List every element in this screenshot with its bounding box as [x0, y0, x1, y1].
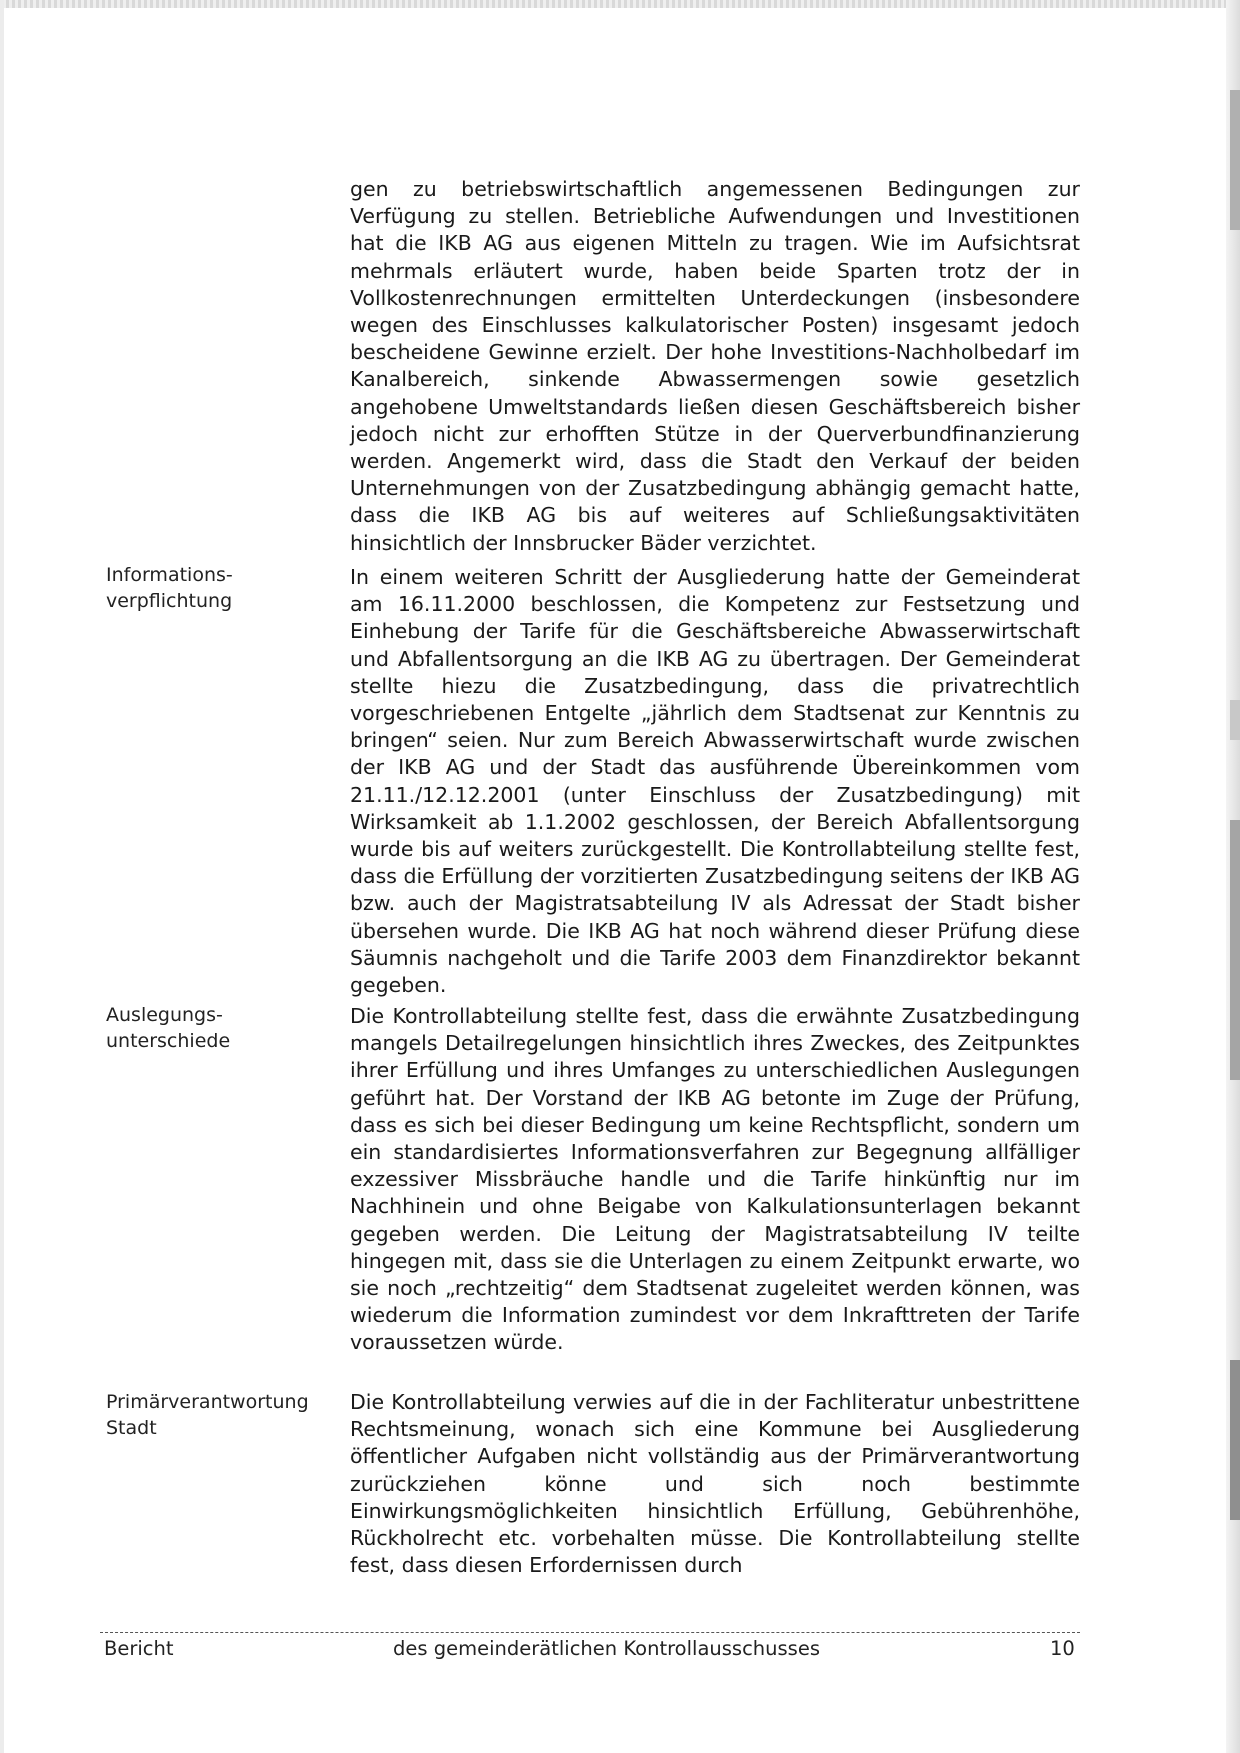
margin-label-informationsverpflichtung — [106, 562, 306, 614]
margin-label-line: Primärverantwortung — [106, 1391, 309, 1413]
margin-label-auslegungsunterschiede — [106, 1002, 306, 1054]
margin-label-primaerverantwortung — [106, 1389, 309, 1441]
margin-label-line: Informations- — [106, 564, 233, 586]
paragraph-primaerverantwortung: Die Kontrollabteilung verwies auf die in der Fachliteratur unbestrittene Rechtsmeinung, wonach sich eine Kommune bei Ausgliederung öffentlicher Aufgaben nicht vollständig aus der Primärverantwortung zurückziehen könne und sich noch bestimmte Einwirkungsmöglichkeiten hinsichtlich Erfüllung, Gebührenhöhe, Rückholrecht etc. vorbehalten müsse. Die Kontrollabteilung stellte fest, dass diesen Erfordernissen durch — [350, 1390, 1080, 1578]
scan-edge-right — [1226, 0, 1240, 1753]
scan-edge-top — [0, 0, 1240, 8]
margin-label-line: verpflichtung — [106, 590, 233, 612]
paragraph-continuation: gen zu betriebswirtschaftlich angemessenen Bedingungen zur Verfügung zu stellen. Betriebliche Aufwendungen und Investitionen hat die IKB AG aus eigenen Mitteln zu tragen. Wie im Aufsichtsrat mehrmals erläutert wurde, haben beide Sparten trotz der in Vollkostenrechnungen ermittelten Unterdeckungen (insbesondere wegen des Einschlusses kalkulatorischer Posten) insgesamt jedoch bescheidene Gewinne erzielt. Der hohe Investitions-Nachholbedarf im Kanalbereich, sinkende Abwassermengen sowie gesetzlich angehobene Umweltstandards ließen diesen Geschäftsbereich bisher jedoch nicht zur erhofften Stütze in der Querverbundfinanzierung werden. Angemerkt wird, dass die Stadt den Verkauf der beiden Unternehmungen von der Zusatzbedingung abhängig gemacht hatte, dass die IKB AG bis auf weiteres auf Schließungsaktivitäten hinsichtlich der Innsbrucker Bäder verzichtet. — [350, 177, 1080, 555]
page-number: 10 — [1050, 1637, 1075, 1660]
margin-label-line: unterschiede — [106, 1030, 231, 1052]
paragraph-informationsverpflichtung: In einem weiteren Schritt der Ausgliederung hatte der Gemeinderat am 16.11.2000 beschlossen, die Kompetenz zur Festsetzung und Einhebung der Tarife für die Geschäftsbereiche Abwasserwirtschaft und Abfallentsorgung an die IKB AG zu übertragen. Der Gemeinderat stellte hiezu die Zusatzbedingung, dass die privatrechtlich vorgeschriebenen Entgelte „jährlich dem Stadtsenat zur Kenntnis zu bringen“ seien. Nur zum Bereich Abwasserwirtschaft wurde zwischen der IKB AG und der Stadt das ausführende Übereinkommen vom 21.11./12.12.2001 (unter Einschluss der Zusatzbedingung) mit Wirksamkeit ab 1.1.2002 geschlossen, der Bereich Abfallentsorgung wurde bis auf weiters zurückgestellt. Die Kontrollabteilung stellte fest, dass die Erfüllung der vorzitierten Zusatzbedingung seitens der IKB AG bzw. auch der Magistratsabteilung IV als Adressat der Stadt bisher übersehen wurde. Die IKB AG hat noch während dieser Prüfung diese Säumnis nachgeholt und die Tarife 2003 dem Finanzdirektor bekannt gegeben. — [350, 565, 1080, 998]
margin-label-line: Auslegungs- — [106, 1004, 223, 1026]
footer-divider — [100, 1632, 1080, 1633]
footer-center: des gemeinderätlichen Kontrollausschusses — [393, 1637, 820, 1660]
scan-edge-left — [0, 0, 4, 1753]
margin-label-line: Stadt — [106, 1417, 157, 1439]
paragraph-auslegungsunterschiede: Die Kontrollabteilung stellte fest, dass die erwähnte Zusatzbedingung mangels Detailregelungen hinsichtlich ihres Zweckes, des Zeitpunktes ihrer Erfüllung und ihres Umfanges zu unterschiedlichen Auslegungen geführt hat. Der Vorstand der IKB AG betonte im Zuge der Prüfung, dass es sich bei dieser Bedingung um keine Rechtspflicht, sondern um ein standardisiertes Informationsverfahren zur Begegnung allfälliger exzessiver Missbräuche handle und die Tarife hinkünftig nur im Nachhinein und ohne Beigabe von Kalkulationsunterlagen bekannt gegeben werden. Die Leitung der Magistratsabteilung IV teilte hingegen mit, dass sie die Unterlagen zu einem Zeitpunkt erwarte, wo sie noch „rechtzeitig“ dem Stadtsenat zugeleitet werden können, was wiederum die Information zumindest vor dem Inkrafttreten der Tarife voraussetzen würde. — [350, 1004, 1080, 1355]
footer-left: Bericht — [104, 1637, 174, 1660]
